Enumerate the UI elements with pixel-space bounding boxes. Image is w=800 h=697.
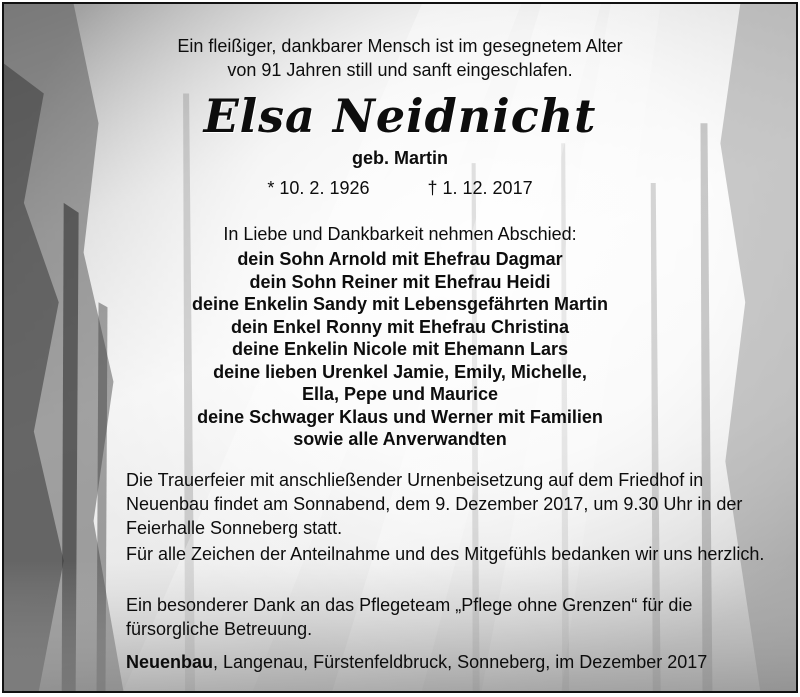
intro-text [4, 34, 796, 82]
mourner-line: deine Enkelin Sandy mit Lebensgefährten Martin [191, 294, 609, 314]
birth-date: * 10. 2. 1926 [267, 178, 370, 198]
mourner-line: dein Sohn Reiner mit Ehefrau Heidi [249, 271, 551, 292]
thanks-info: Für alle Zeichen der Anteilnahme und des Mitgefühls bedanken wir uns herzlich. [126, 544, 765, 564]
birth-name: geb. Martin [351, 148, 448, 168]
mourner-line: deine Enkelin Nicole mit Ehemann Lars [231, 339, 569, 359]
notice-text [4, 4, 796, 691]
mourner-line: Ella, Pepe und Maurice [301, 384, 499, 404]
mourner-line: deine Schwager Klaus und Werner mit Familien [197, 406, 603, 427]
deceased-name: Elsa Neidnicht [203, 89, 597, 143]
intro-line: Ein fleißiger, dankbarer Mensch ist im gesegnetem Alter [177, 36, 623, 56]
mourner-line: sowie alle Anverwandten [293, 429, 507, 449]
closing-place: Neuenbau [126, 652, 214, 672]
mourner-line: deine lieben Urenkel Jamie, Emily, Michelle, [213, 361, 587, 382]
closing-places-date: , Langenau, Fürstenfeldbruck, Sonneberg, im Dezember 2017 [213, 652, 708, 672]
obituary-notice [2, 2, 798, 693]
intro-line: von 91 Jahren still und sanft eingeschlafen. [227, 60, 573, 80]
mourner-line: dein Enkel Ronny mit Ehefrau Christina [230, 316, 570, 337]
mourners-list [4, 248, 796, 451]
farewell-intro: In Liebe und Dankbarkeit nehmen Abschied: [223, 224, 577, 244]
death-date: † 1. 12. 2017 [427, 178, 533, 198]
mourner-line: dein Sohn Arnold mit Ehefrau Dagmar [237, 249, 563, 269]
closing-line [126, 650, 786, 674]
special-thanks: Ein besonderer Dank an das Pflegeteam „Pflege ohne Grenzen“ für die fürsorgliche Betreuung. [126, 595, 693, 639]
funeral-info: Die Trauerfeier mit anschließender Urnenbeisetzung auf dem Friedhof in Neuenbau findet am Sonnabend, dem 9. Dezember 2017, um 9.30 Uhr in der Feierhalle Sonneberg statt. [126, 470, 743, 538]
life-dates [4, 176, 796, 200]
